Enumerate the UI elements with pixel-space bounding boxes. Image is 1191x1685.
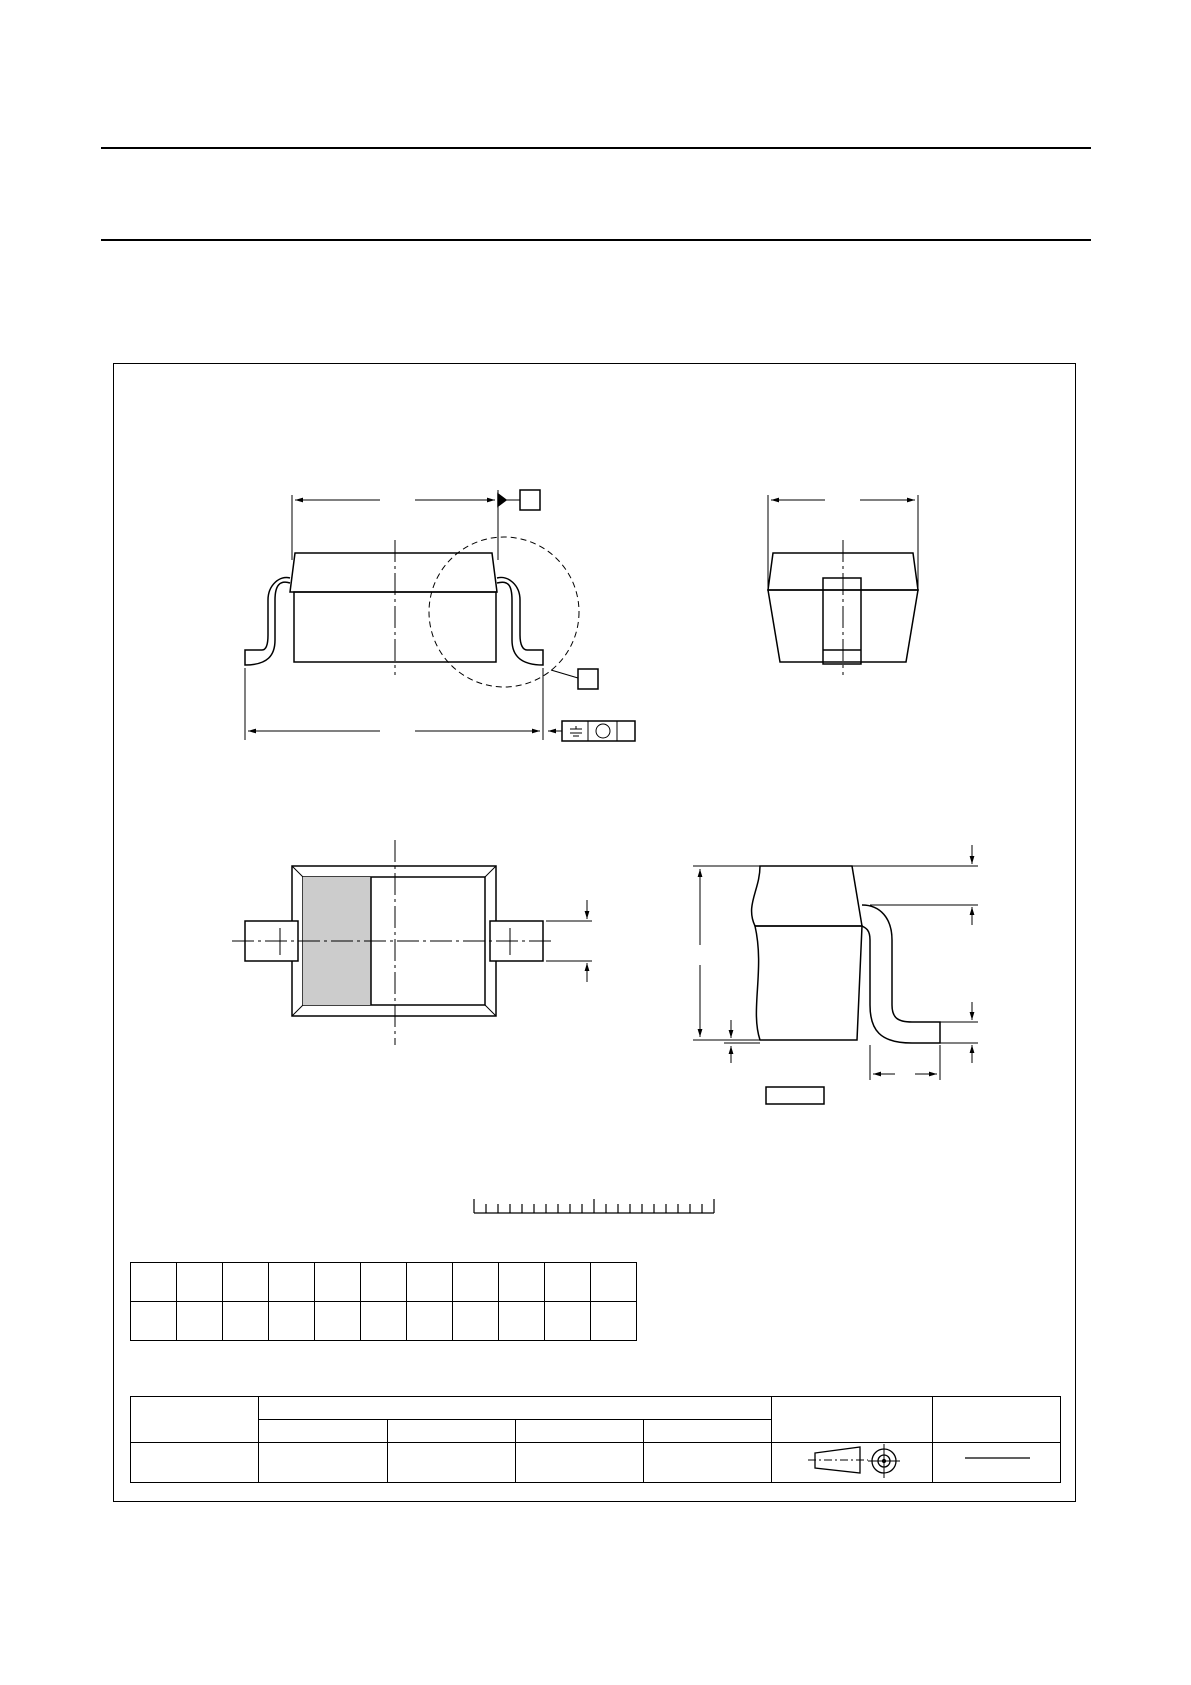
table-cell	[545, 1302, 591, 1341]
position-symbol	[596, 724, 610, 738]
table-cell	[269, 1302, 315, 1341]
detail-view	[693, 845, 978, 1104]
table-cell	[131, 1302, 177, 1341]
table-cell	[177, 1302, 223, 1341]
table-cell	[315, 1263, 361, 1302]
table-cell	[591, 1263, 637, 1302]
dimension-table	[130, 1262, 637, 1341]
table-cell	[223, 1302, 269, 1341]
title-cell-projection	[772, 1397, 932, 1443]
table-row	[131, 1263, 637, 1302]
table-cell	[259, 1443, 387, 1483]
scale-bar	[474, 1199, 714, 1213]
table-cell	[453, 1263, 499, 1302]
detail-caption-box	[766, 1087, 824, 1104]
table-cell	[223, 1263, 269, 1302]
end-view	[768, 495, 918, 675]
title-cell-issue	[932, 1397, 1060, 1443]
title-cell-eiaj	[515, 1420, 643, 1443]
table-row	[131, 1443, 1061, 1483]
table-cell	[387, 1443, 515, 1483]
table-cell	[515, 1443, 643, 1483]
table-cell	[545, 1263, 591, 1302]
table-cell	[499, 1263, 545, 1302]
flatness-symbol	[570, 726, 582, 736]
title-cell-references	[259, 1397, 772, 1420]
front-view	[245, 490, 635, 741]
table-cell	[269, 1263, 315, 1302]
top-view	[232, 840, 592, 1045]
datum-a-box	[520, 490, 540, 510]
detail-ref-box	[578, 669, 598, 689]
table-cell	[644, 1443, 772, 1483]
table-cell	[361, 1263, 407, 1302]
table-cell	[499, 1302, 545, 1341]
title-cell-jedec	[387, 1420, 515, 1443]
table-row	[131, 1302, 637, 1341]
table-cell	[407, 1263, 453, 1302]
table-cell	[932, 1443, 1060, 1483]
table-cell	[453, 1302, 499, 1341]
title-cell-outline	[131, 1397, 259, 1443]
table-cell	[591, 1302, 637, 1341]
table-cell	[407, 1302, 453, 1341]
title-block	[130, 1396, 1061, 1483]
table-cell	[131, 1263, 177, 1302]
table-row	[131, 1397, 1061, 1420]
table-cell	[131, 1443, 259, 1483]
table-cell	[772, 1443, 932, 1483]
title-cell-iec	[259, 1420, 387, 1443]
title-cell-extra	[644, 1420, 772, 1443]
table-cell	[315, 1302, 361, 1341]
table-cell	[177, 1263, 223, 1302]
feature-control-frame	[562, 721, 635, 741]
table-cell	[361, 1302, 407, 1341]
